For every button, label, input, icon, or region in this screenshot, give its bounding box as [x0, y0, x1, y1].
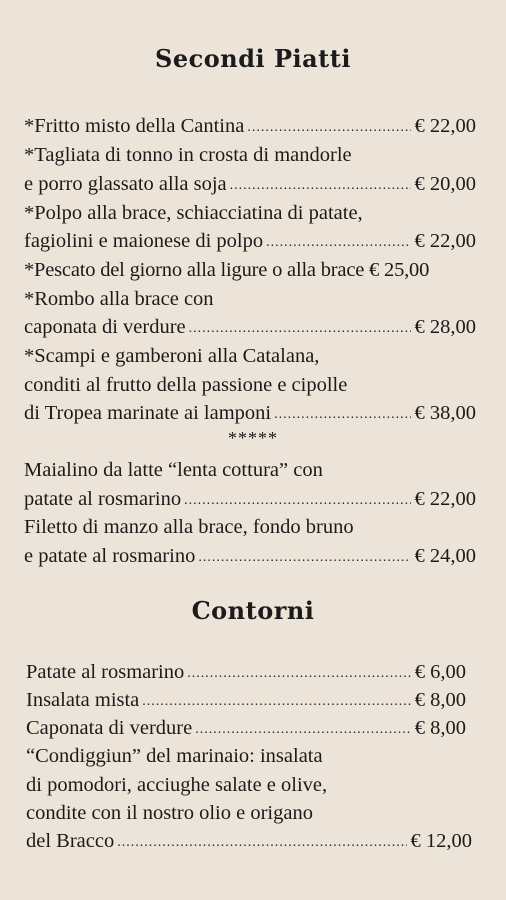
item-price: € 8,00	[414, 717, 466, 739]
menu-item-filetto	[24, 542, 476, 570]
item-label: e patate al rosmarino	[24, 545, 196, 567]
leader-dots	[184, 487, 410, 515]
menu-line: *Tagliata di tonno in crosta di mandorle	[24, 144, 352, 166]
leader-dots	[117, 829, 406, 857]
menu-item-patate	[26, 658, 466, 686]
item-label: fagiolini e maionese di polpo	[24, 230, 264, 252]
contorni-title: Contorni	[191, 596, 315, 625]
menu-line: *Scampi e gamberoni alla Catalana,	[24, 345, 320, 367]
leader-dots	[266, 229, 410, 257]
item-price: € 22,00	[414, 115, 476, 137]
item-price: € 22,00	[414, 488, 476, 510]
item-label: del Bracco	[26, 830, 115, 852]
item-label: di Tropea marinate ai lamponi	[24, 402, 272, 424]
item-label: Patate al rosmarino	[26, 661, 185, 683]
item-label: Caponata di verdure	[26, 717, 193, 739]
separator-stars: *****	[228, 428, 278, 448]
item-price: € 6,00	[414, 661, 466, 683]
item-label: Insalata mista	[26, 689, 140, 711]
menu-line: “Condiggiun” del marinaio: insalata	[26, 745, 323, 767]
menu-line: di pomodori, acciughe salate e olive,	[26, 774, 328, 796]
menu-item-maialino	[24, 485, 476, 513]
menu-line: *Polpo alla brace, schiacciatina di patate,	[24, 202, 363, 224]
item-label: patate al rosmarino	[24, 488, 182, 510]
menu-line: *Rombo alla brace con	[24, 288, 214, 310]
item-label: *Fritto misto della Cantina	[24, 115, 245, 137]
menu-line: Maialino da latte “lenta cottura” con	[24, 459, 323, 481]
item-label: e porro glassato alla soja	[24, 173, 227, 195]
menu-line: Filetto di manzo alla brace, fondo bruno	[24, 516, 354, 538]
secondi-piatti-title: Secondi Piatti	[155, 44, 351, 73]
leader-dots	[230, 172, 411, 200]
menu-item-rombo	[24, 313, 476, 341]
leader-dots	[247, 114, 410, 142]
item-price: € 12,00	[410, 830, 472, 852]
item-price: € 38,00	[414, 402, 476, 424]
leader-dots	[195, 716, 411, 744]
menu-item-fritto-misto	[24, 112, 476, 140]
menu-item-polpo	[24, 227, 476, 255]
menu-item-tagliata-tonno	[24, 170, 476, 198]
menu-item-condiggiun	[26, 827, 472, 855]
menu-line: conditi al frutto della passione e cipolle	[24, 374, 348, 396]
menu-item-scampi	[24, 399, 476, 427]
item-price: € 24,00	[414, 545, 476, 567]
leader-dots	[198, 544, 410, 572]
leader-dots	[187, 660, 410, 688]
item-price: € 28,00	[414, 316, 476, 338]
item-label: caponata di verdure	[24, 316, 186, 338]
item-price: € 20,00	[414, 173, 476, 195]
leader-dots	[189, 315, 411, 343]
leader-dots	[274, 401, 410, 429]
item-price: € 8,00	[414, 689, 466, 711]
menu-item-pescato: *Pescato del giorno alla ligure o alla brace € 25,00	[24, 259, 430, 281]
menu-item-insalata	[26, 686, 466, 714]
leader-dots	[142, 688, 410, 716]
menu-line: condite con il nostro olio e origano	[26, 802, 313, 824]
menu-item-caponata	[26, 714, 466, 742]
item-price: € 22,00	[414, 230, 476, 252]
